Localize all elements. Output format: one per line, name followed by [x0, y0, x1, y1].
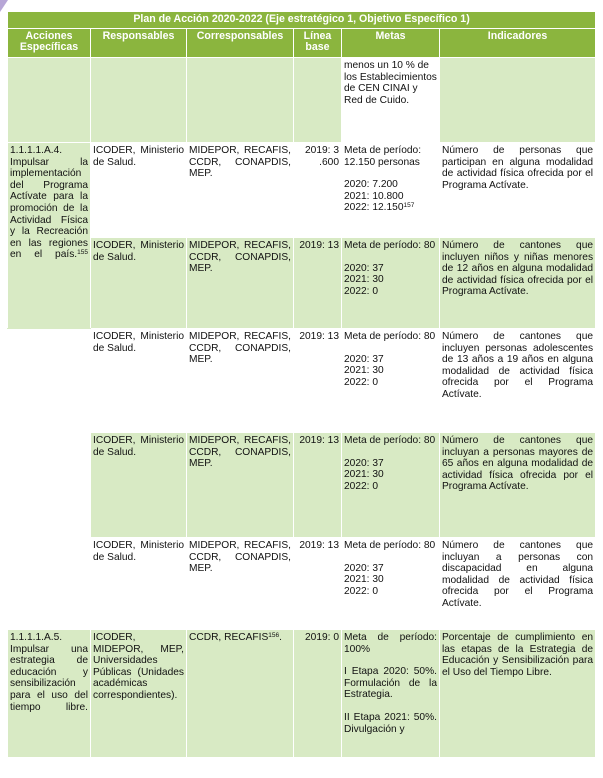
- linea-base-value-cont: .600: [319, 156, 339, 168]
- cell-corresponsables: [187, 58, 294, 143]
- table-header-row: [8, 29, 596, 58]
- cell-responsables: ICODER, Ministerio de Salud.: [91, 238, 187, 329]
- meta-2020: 2020: 37: [344, 353, 384, 365]
- table-row: [8, 143, 596, 238]
- meta-2021: 2021: 30: [344, 574, 384, 586]
- table-title-row: [8, 12, 596, 29]
- meta-2021: 2021: 30: [344, 365, 384, 377]
- cell-metas: [342, 630, 440, 758]
- meta-2022: 2022: 12.150: [344, 202, 404, 214]
- meta-2022: 2022: 0: [344, 480, 378, 492]
- meta-periodo: Meta de período: 80: [344, 540, 436, 551]
- cell-responsables: ICODER, Ministerio de Salud.: [91, 433, 187, 538]
- meta-periodo: Meta de período: 80: [344, 435, 436, 446]
- spacer: [344, 168, 437, 179]
- table-row: [8, 433, 596, 538]
- header-metas: Metas: [342, 29, 440, 58]
- table-row: [8, 329, 596, 433]
- table-row: [8, 58, 596, 143]
- cell-corresponsables: MIDEPOR, RECAFIS, CCDR, CONAPDIS, MEP.: [187, 143, 294, 238]
- spacer: [344, 343, 437, 354]
- cell-metas: [342, 538, 440, 630]
- cell-corresponsables: MIDEPOR, RECAFIS, CCDR, CONAPDIS, MEP.: [187, 433, 294, 538]
- table-row: [8, 238, 596, 329]
- header-indicadores: Indicadores: [440, 29, 596, 58]
- cell-accion-a5: [8, 630, 91, 758]
- meta-2021: 2021: 30: [344, 469, 384, 481]
- cell-corresponsables: CCDR, RECAFIS$^{156}$.: [187, 630, 294, 758]
- accion-text: Impulsar la implementación del Programa Actívate para la promoción de la Actividad Física y la Recreación en las regiones en el país.: [10, 156, 88, 261]
- cell-metas: [342, 329, 440, 433]
- cell-accion: [8, 433, 91, 538]
- cell-responsables: ICODER, Ministerio de Salud.: [91, 538, 187, 630]
- meta-2022: 2022: 0: [344, 285, 378, 297]
- metas-text: menos un 10 % de los Establecimientos de CEN CINAI y Red de Cuido.: [344, 60, 437, 106]
- cell-responsables: [91, 58, 187, 143]
- cell-linea-base: 2019: 0: [294, 630, 342, 758]
- cell-responsables: ICODER, Ministerio de Salud.: [91, 329, 187, 433]
- table-title: Plan de Acción 2020-2022 (Eje estratégico 1, Objetivo Específico 1): [8, 12, 596, 29]
- meta-periodo: Meta de período: 12.150 personas: [344, 145, 422, 168]
- cell-accion: [8, 538, 91, 630]
- meta-2022: 2022: 0: [344, 376, 378, 388]
- cell-indicador: Número de cantones que incluyan a personas con discapacidad en alguna modalidad de actividad física ofrecida por el Programa Actívate.: [440, 538, 596, 630]
- header-acciones: Acciones Específicas: [8, 29, 91, 58]
- cell-corresponsables: MIDEPOR, RECAFIS, CCDR, CONAPDIS, MEP.: [187, 538, 294, 630]
- meta-etapa-2: II Etapa 2021: 50%. Divulgación y: [344, 711, 437, 735]
- corresponsables-text: CCDR, RECAFIS: [189, 632, 269, 643]
- accion-code: 1.1.1.1.A.4.: [10, 145, 63, 156]
- footnote-157: 157: [403, 202, 415, 210]
- meta-periodo: Meta de período: 100%: [344, 632, 437, 655]
- action-plan-table: [7, 11, 596, 758]
- cell-metas: [342, 238, 440, 329]
- meta-2021: 2021: 10.800: [344, 190, 404, 202]
- footnote-155: 155: [77, 249, 88, 257]
- cell-indicador: Número de personas que participan en alguna modalidad de actividad física ofrecida por el Programa Actívate.: [440, 143, 596, 238]
- spacer: [344, 655, 437, 666]
- meta-periodo: Meta de período: 80: [344, 331, 436, 342]
- accion-text: Impulsar una estrategia de educación y sensibilización para el uso del tiempo libre.: [10, 643, 88, 713]
- table-row: [8, 630, 596, 758]
- cell-indicador: Número de cantones que incluyan a personas mayores de 65 años en alguna modalidad de actividad física ofrecida por el Programa Actívate.: [440, 433, 596, 538]
- meta-periodo: Meta de período: 80: [344, 240, 436, 251]
- cell-linea-base: 2019: 13: [294, 538, 342, 630]
- cell-metas: [342, 58, 440, 143]
- meta-2020: 2020: 37: [344, 262, 384, 274]
- cell-indicador: [440, 58, 596, 143]
- spacer: [344, 447, 437, 458]
- linea-base-value: 2019: 3: [305, 145, 339, 156]
- cell-indicador: Porcentaje de cumplimiento en las etapas de la Estrategia de Educación y Sensibilización para el Uso del Tiempo Libre.: [440, 630, 596, 758]
- accion-code: 1.1.1.1.A.5.: [10, 632, 63, 643]
- cell-indicador: Número de cantones que incluyen niños y niñas menores de 12 años en alguna modalidad de actividad física ofrecida por el Programa Actívate.: [440, 238, 596, 329]
- meta-2020: 2020: 37: [344, 562, 384, 574]
- cell-linea-base: [294, 143, 342, 238]
- meta-2022: 2022: 0: [344, 585, 378, 597]
- header-responsables: Responsables: [91, 29, 187, 58]
- header-linea-base: Línea base: [294, 29, 342, 58]
- spacer: [344, 552, 437, 563]
- meta-2020: 2020: 7.200: [344, 179, 398, 191]
- cell-metas: [342, 143, 440, 238]
- cell-indicador: Número de cantones que incluyen personas adolescentes de 13 años a 19 años en alguna modalidad de actividad física ofrecida por el Programa Actívate.: [440, 329, 596, 433]
- cell-accion: [8, 329, 91, 433]
- table-row: [8, 538, 596, 630]
- cell-responsables: ICODER, Ministerio de Salud.: [91, 143, 187, 238]
- spacer: [344, 701, 437, 712]
- cell-corresponsables: MIDEPOR, RECAFIS, CCDR, CONAPDIS, MEP.: [187, 238, 294, 329]
- meta-2021: 2021: 30: [344, 274, 384, 286]
- meta-2020: 2020: 37: [344, 457, 384, 469]
- cell-linea-base: [294, 58, 342, 143]
- cell-linea-base: 2019: 13: [294, 329, 342, 433]
- header-corresponsables: Corresponsables: [187, 29, 294, 58]
- cell-responsables: ICODER, MIDEPOR, MEP, Universidades Públicas (Unidades académicas correspondientes).: [91, 630, 187, 758]
- meta-etapa-1: I Etapa 2020: 50%. Formulación de la Estrategia.: [344, 666, 437, 701]
- cell-corresponsables: MIDEPOR, RECAFIS, CCDR, CONAPDIS, MEP.: [187, 329, 294, 433]
- footnote-156: 156: [268, 632, 280, 639]
- cell-accion-a4: [8, 143, 91, 329]
- spacer: [344, 252, 437, 263]
- cell-metas: [342, 433, 440, 538]
- cell-linea-base: 2019: 13: [294, 238, 342, 329]
- cell-accion: [8, 58, 91, 143]
- cell-linea-base: 2019: 13: [294, 433, 342, 538]
